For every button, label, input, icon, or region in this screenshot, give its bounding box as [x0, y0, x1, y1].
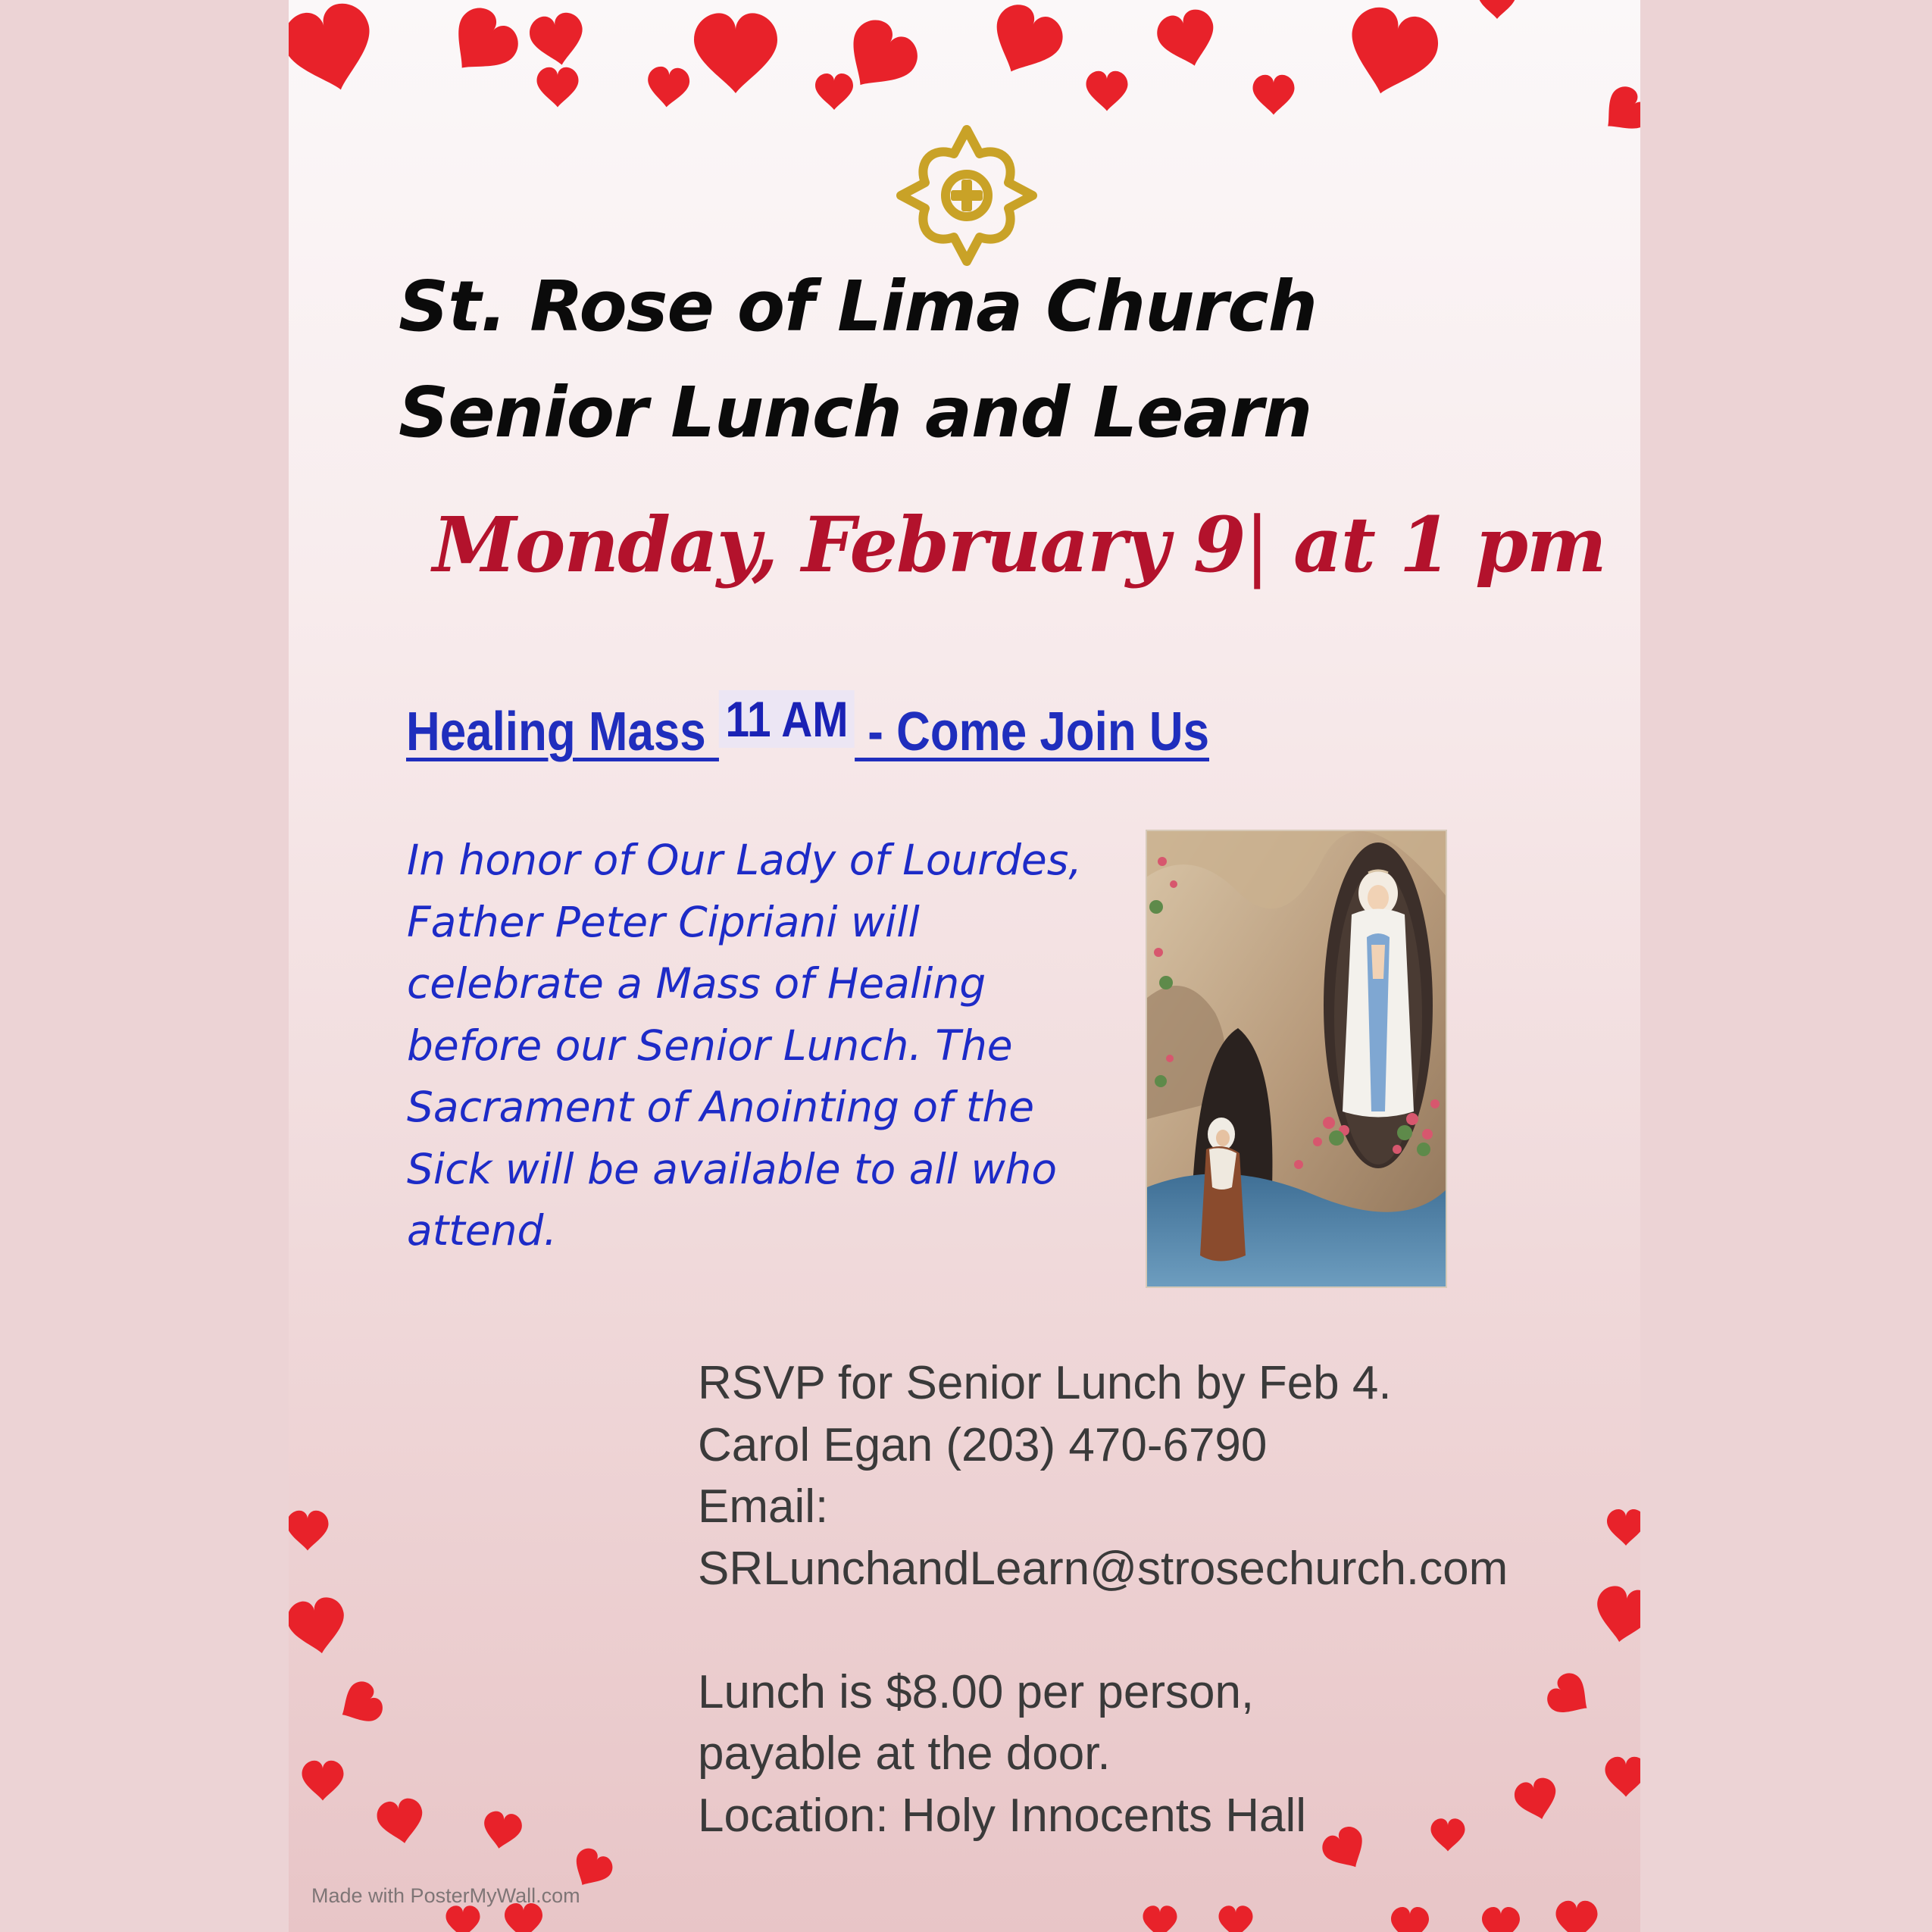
- rose-cross-icon: [895, 123, 1039, 267]
- title-line-event: Senior Lunch and Learn: [399, 372, 1312, 453]
- heart-icon: [1478, 0, 1516, 19]
- healing-mass-invite: - Come Join Us: [855, 702, 1210, 762]
- heart-icon: [1593, 81, 1640, 144]
- heart-icon: [302, 1761, 344, 1801]
- heart-icon: [1482, 1907, 1520, 1932]
- event-date: [433, 500, 1605, 589]
- heart-icon: [1607, 1509, 1640, 1546]
- event-date-day: Monday, February 9: [433, 500, 1245, 589]
- heart-icon: [646, 65, 690, 108]
- healing-mass-time: 11 AM: [719, 690, 855, 748]
- healing-mass-label: Healing Mass: [406, 702, 719, 762]
- heart-icon: [980, 0, 1070, 86]
- event-date-separator: |: [1244, 501, 1269, 589]
- lunch-price: Lunch is $8.00 per person,: [698, 1665, 1255, 1718]
- title-line-church: St. Rose of Lima Church: [399, 266, 1318, 347]
- healing-mass-heading: [406, 691, 1210, 777]
- our-lady-of-lourdes-image: [1146, 830, 1447, 1288]
- heart-icon: [527, 10, 589, 69]
- heart-icon: [694, 13, 777, 93]
- mass-description: In honor of Our Lady of Lourdes, Father Peter Cipriani will celebrate a Mass of Healing before our Senior Lunch. The Sacrament of Anointing of the Sick will be available to all who attend.: [407, 836, 1082, 1255]
- rsvp-deadline: RSVP for Senior Lunch by Feb 4.: [698, 1357, 1392, 1409]
- heart-icon: [437, 0, 527, 89]
- heart-icon: [537, 67, 579, 108]
- rsvp-details: [698, 1352, 1607, 1846]
- heart-icon: [815, 73, 853, 110]
- heart-icon: [332, 1677, 387, 1733]
- rsvp-email-address[interactable]: SRLunchandLearn@strosechurch.com: [698, 1542, 1508, 1595]
- page-title: [399, 254, 1497, 466]
- heart-icon: [480, 1809, 524, 1852]
- heart-icon: [1253, 75, 1295, 115]
- watermark-footer: Made with PosterMyWall.com: [311, 1884, 580, 1907]
- event-location: Location: Holy Innocents Hall: [698, 1789, 1307, 1842]
- heart-icon: [289, 0, 383, 101]
- rsvp-contact: Carol Egan (203) 470-6790: [698, 1418, 1268, 1471]
- heart-icon: [1391, 1907, 1429, 1932]
- heart-icon: [1556, 1901, 1598, 1932]
- rsvp-email-label: Email:: [698, 1480, 829, 1533]
- heart-icon: [1339, 2, 1445, 105]
- heart-icon: [1086, 71, 1128, 111]
- grotto-illustration: [1147, 831, 1447, 1288]
- heart-icon: [1153, 5, 1222, 73]
- heart-icon: [1143, 1905, 1177, 1932]
- poster: [289, 0, 1640, 1932]
- event-time: at 1 pm: [1268, 500, 1605, 589]
- heart-icon: [1219, 1905, 1253, 1932]
- heart-icon: [289, 1595, 350, 1658]
- heart-icon: [375, 1796, 427, 1847]
- payment-note: payable at the door.: [698, 1727, 1111, 1780]
- heart-icon: [289, 1511, 329, 1551]
- heart-icon: [1605, 1757, 1641, 1797]
- heart-icon: [446, 1905, 480, 1932]
